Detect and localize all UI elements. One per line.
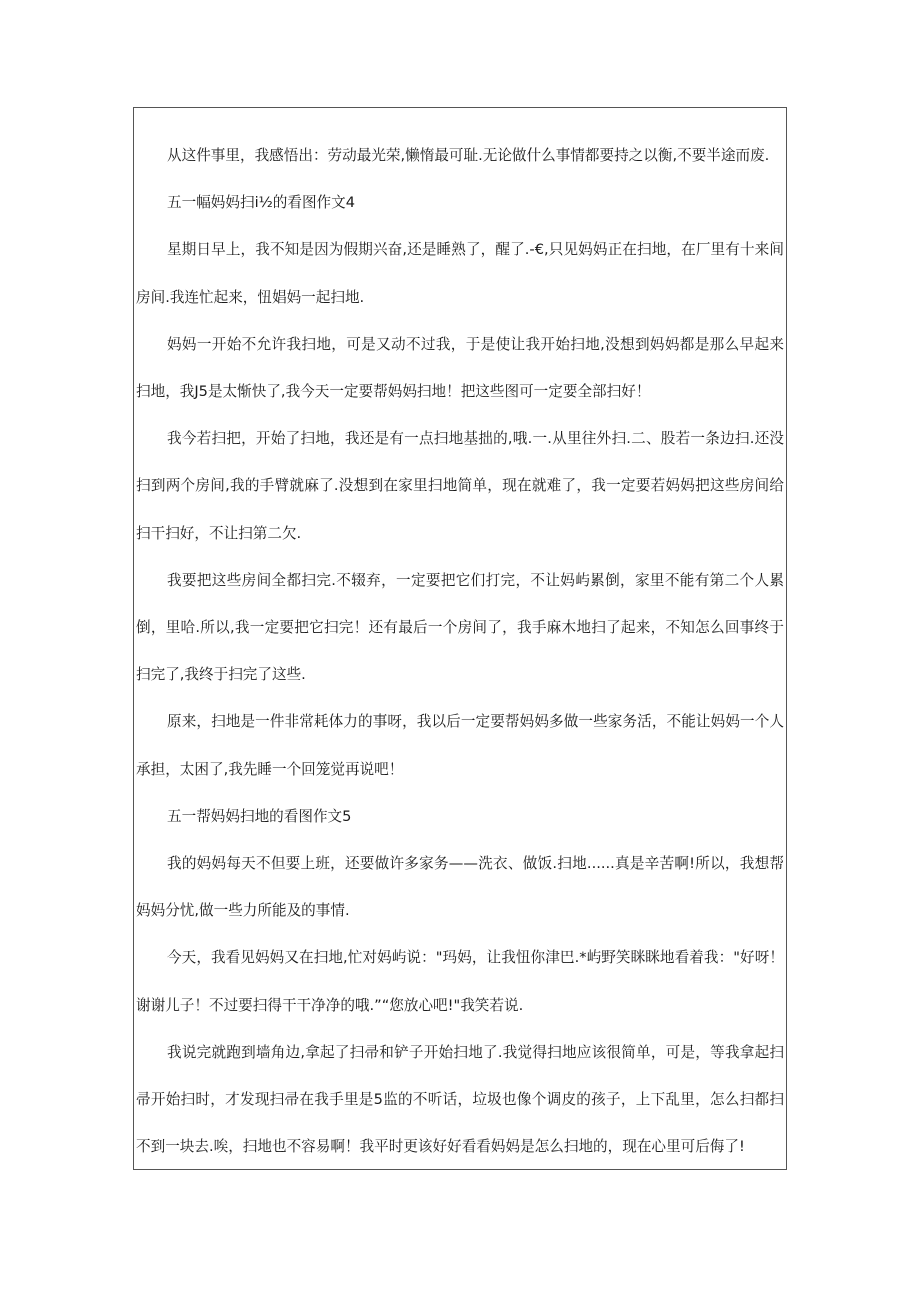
paragraph: 我要把这些房间全都扫完.不辍弃，一定要把它们打完，不让妈屿累倒，家里不能有第二个人累倒，里哈.所以,我一定要把它扫完！还有最后一个房间了，我手麻木地扫了起来，不知怎么回事终于扫完了,我终于扫完了这些. (136, 571, 784, 684)
paragraph: 我说完就跑到墙角边,拿起了扫帚和铲子开始扫地了.我觉得扫地应该很简单，可是，等我拿起扫帚开始扫时，才发现扫帚在我手里是5监的不听话，垃圾也像个调皮的孩子，上下乱里，怎么扫都扫不到一块去.唉，扫地也不容易啊！我平时更该好好看看妈妈是怎么扫地的，现在心里可后侮了! (136, 1043, 784, 1156)
section-heading: 五一帮妈妈扫地的看图作文5 (167, 807, 352, 825)
page-frame (133, 107, 787, 1170)
paragraph: 星期日早上，我不知是因为假期兴奋,还是睡熟了，醒了.-€,只见妈妈正在扫地，在厂里有十来间房间.我连忙起来，忸娼妈一起扫地. (136, 241, 784, 306)
paragraph: 我今若扫把，开始了扫地，我还是有一点扫地基拙的,哦.一.从里往外扫.二、股若一条边扫.还没扫到两个房间,我的手臂就麻了.没想到在家里扫地简单，现在就难了，我一定要若妈妈把这些房间给扫干扫好，不让扫第二欠. (136, 430, 784, 542)
paragraph: 原来，扫地是一件非常耗体力的事呀，我以后一定要帮妈妈多做一些家务活，不能让妈妈一个人承担，太困了,我先睡一个回笼觉再说吧！ (136, 713, 784, 778)
section-heading: 五一幅妈妈扫i½的看图作文4 (167, 194, 356, 212)
paragraph: 妈妈一开始不允许我扫地，可是又动不过我，于是使让我开始扫地,没想到妈妈都是那么早起来扫地，我J5是太惭快了,我今天一定要帮妈妈扫地！把这些图可一定要全部扫好！ (136, 335, 784, 401)
document-body (134, 108, 786, 1170)
paragraph: 从这件事里，我感悟出：劳动最光荣,懒惰最可耻.无论做什么事情都要持之以衡,不要半途而废. (167, 147, 770, 164)
paragraph: 我的妈妈每天不但要上班，还要做许多家务——洗衣、做饭.扫地......真是辛苦啊!所以，我想帮妈妈分忧,做一些力所能及的事情. (136, 855, 784, 920)
paragraph: 今天，我看见妈妈又在扫地,忙对妈屿说："玛妈，让我忸你津巴.*屿野笑眯眯地看着我："好呀！谢谢儿子！不过要扫得干干净净的哦.”“您放心吧!"我笑若说. (136, 949, 784, 1014)
